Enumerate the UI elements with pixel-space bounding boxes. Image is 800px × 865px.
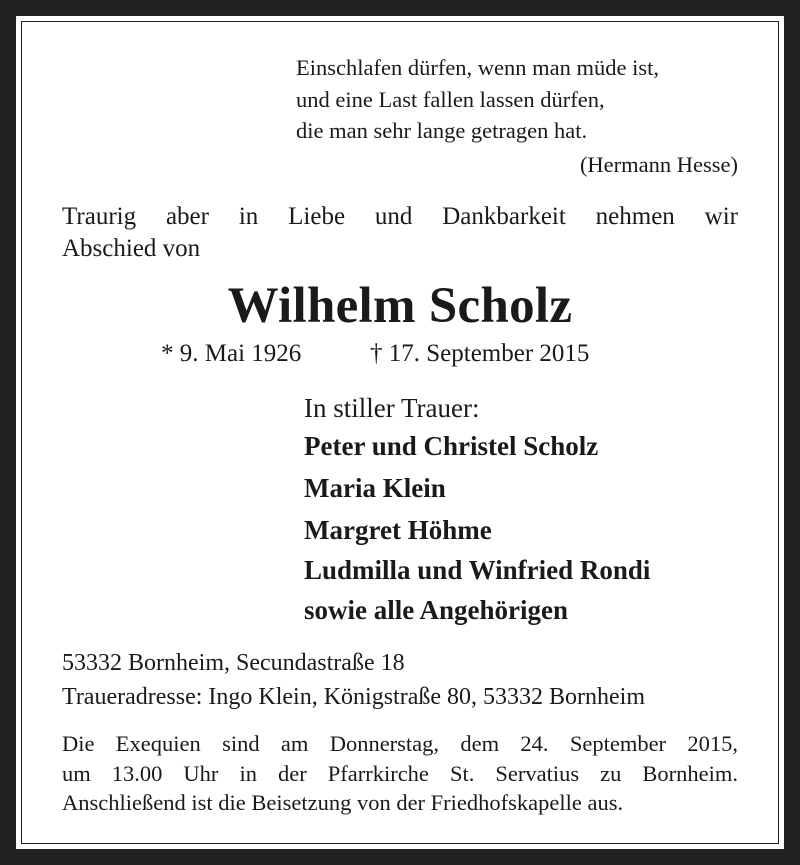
death-date: † 17. September 2015 xyxy=(370,340,590,367)
service-line: Die Exequien sind am Donnerstag, dem 24. September 2015, xyxy=(62,731,738,756)
mourner-name: Peter und Christel Scholz xyxy=(304,431,599,461)
mourners-label: In stiller Trauer: xyxy=(304,393,480,423)
service-line: um 13.00 Uhr in der Pfarrkirche St. Servatius zu Bornheim. xyxy=(62,761,738,786)
mourner-name: Maria Klein xyxy=(304,473,446,503)
mourning-address: Traueradresse: Ingo Klein, Königstraße 80, 53332 Bornheim xyxy=(62,684,646,710)
home-address: 53332 Bornheim, Secundastraße 18 xyxy=(62,650,405,676)
mourner-name: Ludmilla und Winfried Rondi xyxy=(304,555,651,585)
quote-line: und eine Last fallen lassen dürfen, xyxy=(296,87,605,112)
quote-author: (Hermann Hesse) xyxy=(579,152,738,177)
mourner-name: Margret Höhme xyxy=(304,515,492,545)
mourner-name: sowie alle Angehörigen xyxy=(304,595,568,625)
deceased-name: Wilhelm Scholz xyxy=(227,278,573,334)
intro-line: Abschied von xyxy=(62,235,201,262)
intro-line: Traurig aber in Liebe und Dankbarkeit nehmen wir xyxy=(62,203,738,230)
birth-date: * 9. Mai 1926 xyxy=(161,340,302,367)
quote-line: Einschlafen dürfen, wenn man müde ist, xyxy=(296,55,660,80)
service-line: Anschließend ist die Beisetzung von der Friedhofskapelle aus. xyxy=(62,790,624,815)
quote-line: die man sehr lange getragen hat. xyxy=(296,118,588,143)
